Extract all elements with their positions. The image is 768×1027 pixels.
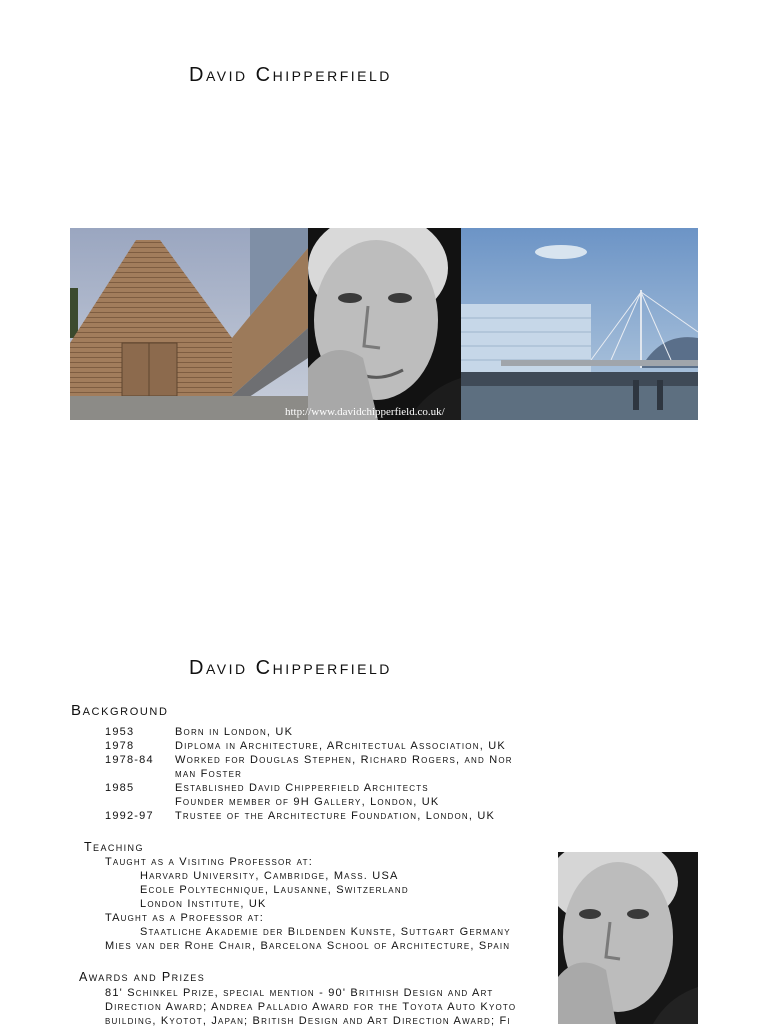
photo-banner [70,228,698,420]
awards-line: 81' Schinkel Prize, special mention - 90' Brithish Design and Art [105,987,494,999]
entry-text: Established David Chipperfield Architects [175,782,429,794]
section-title: David Chipperfield [189,657,392,679]
entry-text: Founder member of 9H Gallery, London, UK [175,796,440,808]
entry-year: 1953 [105,726,135,738]
teaching-line: London Institute, UK [140,898,267,910]
background-heading: Background [71,702,169,719]
entry-year: 1978 [105,740,135,752]
entry-text: Trustee of the Architecture Foundation, London, UK [175,810,496,822]
teaching-heading: Teaching [84,840,144,854]
entry-year: 1978-84 [105,754,154,766]
awards-line: Direction Award; Andrea Palladio Award for the Toyota Auto Kyoto [105,1001,517,1013]
entry-text: Diploma in Architecture, ARchitectual Association, UK [175,740,506,752]
awards-line: building, Kyotot, Japan; British Design and Art Direction Award; Fi [105,1015,511,1027]
teaching-line: Harvard University, Cambridge, Mass. USA [140,870,399,882]
building-photo-left [70,228,308,420]
building-photo-right [461,228,698,420]
architect-portrait [308,228,461,420]
architect-portrait-small [558,852,698,1024]
page-title: David Chipperfield [189,64,392,86]
entry-year: 1985 [105,782,135,794]
entry-text: man Foster [175,768,243,780]
website-url[interactable]: http://www.davidchipperfield.co.uk/ [285,406,445,418]
entry-year: 1992-97 [105,810,154,822]
entry-text: Born in London, UK [175,726,294,738]
entry-text: Worked for Douglas Stephen, Richard Rogers, and Nor [175,754,513,766]
teaching-line: Staatliche Akademie der Bildenden Kunste, Suttgart Germany [140,926,511,938]
teaching-line: TAught as a Professor at: [105,912,265,924]
teaching-line: Mies van der Rohe Chair, Barcelona School of Architecture, Spain [105,940,511,952]
awards-heading: Awards and Prizes [79,970,206,984]
teaching-line: Ecole Polytechnique, Lausanne, Switzerland [140,884,409,896]
teaching-line: Taught as a Visiting Professor at: [105,856,313,868]
